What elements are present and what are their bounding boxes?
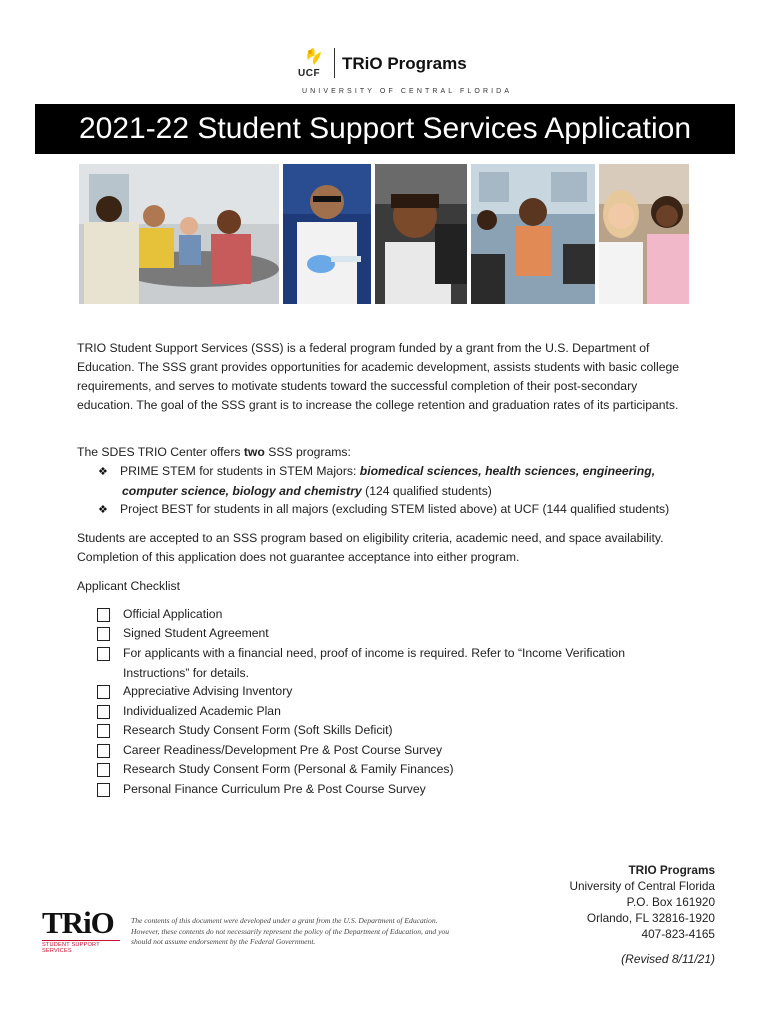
program-item-project-best	[98, 500, 688, 520]
checklist-title: Applicant Checklist	[77, 579, 180, 593]
checklist-item[interactable]	[97, 741, 687, 761]
intro-paragraph: TRIO Student Support Services (SSS) is a federal program funded by a grant from the U.S. Department of Education. The SSS grant provides opportunities for academic development, assists students with basic college requirements, and serves to motivate students toward the successful completion of their post-secondary education. The goal of the SSS grant is to increase the college retention and graduation rates of its participants.	[77, 341, 680, 412]
photo-collage	[79, 164, 689, 304]
address-line1: University of Central Florida	[569, 879, 715, 893]
checklist-item[interactable]	[97, 702, 687, 722]
checkbox[interactable]	[97, 608, 110, 622]
checklist-item-label: Individualized Academic Plan	[123, 704, 281, 718]
acceptance-paragraph: Students are accepted to an SSS program based on eligibility criteria, academic need, and space availability. Completion of this application does not guarantee acceptance into either program.	[77, 531, 664, 564]
programs-intro-prefix: The SDES TRIO Center offers	[77, 445, 244, 459]
checklist-item[interactable]	[97, 780, 687, 800]
diamond-bullet-icon: ❖	[98, 504, 108, 516]
checklist-item[interactable]	[97, 644, 687, 683]
checkbox[interactable]	[97, 685, 110, 699]
trio-wordmark: TRiO	[42, 905, 114, 940]
program-majors: biomedical sciences, health sciences, engineering,	[359, 464, 656, 478]
checkbox[interactable]	[97, 647, 110, 661]
checklist-item-label: Research Study Consent Form (Soft Skills Deficit)	[123, 723, 393, 737]
checkbox[interactable]	[97, 744, 110, 758]
checkbox[interactable]	[97, 724, 110, 738]
checklist-item-label: Career Readiness/Development Pre & Post Course Survey	[123, 743, 443, 757]
checklist-item[interactable]	[97, 682, 687, 702]
checklist-item-label: Personal Finance Curriculum Pre & Post Course Survey	[123, 782, 426, 796]
checklist-item[interactable]	[97, 721, 687, 741]
checklist-item[interactable]	[97, 624, 687, 644]
checklist-item-label: For applicants with a financial need, proof of income is required. Refer to “Income Verification Instructions” for details.	[123, 646, 625, 680]
checkbox[interactable]	[97, 783, 110, 797]
address-block	[569, 862, 715, 942]
photo-students-table	[79, 164, 279, 304]
diamond-bullet-icon: ❖	[98, 466, 108, 478]
disclaimer: The contents of this document were developed under a grant from the U.S. Department of Education. However, these contents do not necessarily represent the policy of the Department of Education, and you should not assume endorsement by the Federal Government.	[131, 916, 450, 946]
programs-intro-bold: two	[243, 445, 265, 459]
university-name: UNIVERSITY OF CENTRAL FLORIDA	[302, 88, 513, 95]
address-line3: Orlando, FL 32816-1920	[586, 911, 715, 925]
checklist-item[interactable]	[97, 605, 687, 625]
checklist-item-label: Appreciative Advising Inventory	[123, 684, 293, 698]
revised-date: (Revised 8/11/21)	[621, 952, 715, 966]
programs-intro-suffix: SSS programs:	[264, 445, 351, 459]
checklist-item-label: Signed Student Agreement	[123, 626, 269, 640]
ucf-label: UCF	[298, 68, 321, 79]
checkbox[interactable]	[97, 627, 110, 641]
address-phone: 407-823-4165	[641, 927, 715, 941]
photo-lab-student	[283, 164, 371, 304]
address-name: TRIO Programs	[628, 863, 715, 877]
program-text: Project BEST for students in all majors (excluding STEM listed above) at UCF (144 qualified students)	[120, 502, 670, 516]
photo-smiling-students	[599, 164, 689, 304]
checklist-item[interactable]	[97, 760, 687, 780]
trio-logo	[42, 905, 120, 954]
photo-lab-group	[471, 164, 595, 304]
program-majors-cont: computer science, biology and chemistry	[122, 484, 362, 498]
checklist-item-label: Official Application	[123, 607, 223, 621]
program-item-prime-stem	[98, 462, 688, 501]
checkbox[interactable]	[97, 763, 110, 777]
programs-intro	[77, 443, 687, 462]
trio-tagline: STUDENT SUPPORT SERVICES	[42, 940, 120, 954]
photo-student-thinking	[375, 164, 467, 304]
checkbox[interactable]	[97, 705, 110, 719]
logo-divider	[334, 48, 335, 78]
program-count: (124 qualified students)	[361, 484, 492, 498]
program-lead: PRIME STEM for students in STEM Majors:	[120, 464, 360, 478]
address-line2: P.O. Box 161920	[626, 895, 715, 909]
page-title: 2021-22 Student Support Services Application	[35, 104, 735, 154]
checklist-item-label: Research Study Consent Form (Personal & Family Finances)	[123, 762, 454, 776]
program-name: TRiO Programs	[342, 54, 467, 73]
ucf-pegasus-icon	[302, 46, 324, 68]
